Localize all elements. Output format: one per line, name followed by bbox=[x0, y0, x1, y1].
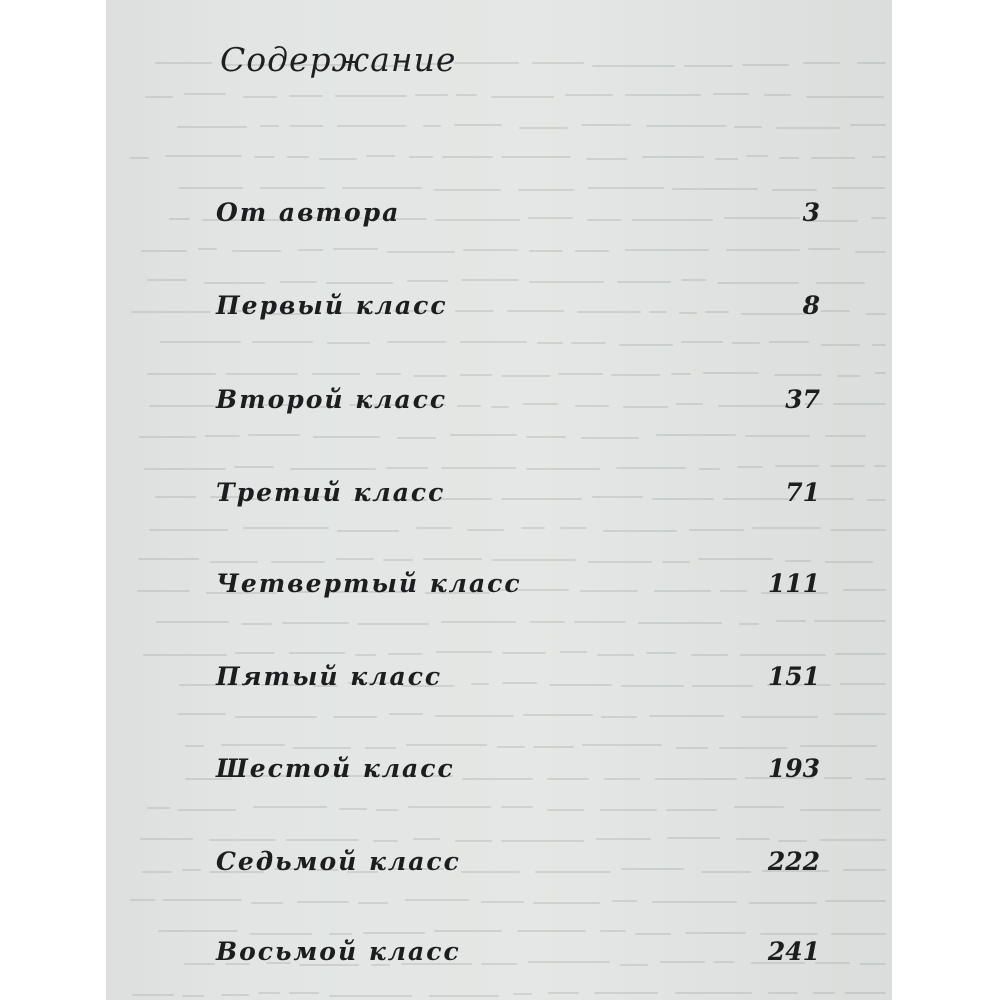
page-title: Содержание bbox=[220, 40, 457, 79]
toc-entry bbox=[216, 569, 820, 613]
toc-entry-page: 151 bbox=[767, 662, 820, 691]
toc-entry bbox=[216, 662, 820, 706]
toc-entry-page: 111 bbox=[767, 569, 820, 598]
toc-entry-label: Пятый класс bbox=[216, 662, 443, 691]
toc-entry-label: Второй класс bbox=[216, 385, 448, 414]
toc-entry-label: От автора bbox=[216, 198, 401, 227]
toc-entry-page: 241 bbox=[767, 937, 820, 966]
toc-entry bbox=[216, 291, 820, 335]
toc-entry-page: 71 bbox=[785, 478, 820, 507]
toc-entry-label: Четвертый класс bbox=[216, 569, 522, 598]
toc-entry-label: Третий класс bbox=[216, 478, 446, 507]
toc-entry bbox=[216, 847, 820, 891]
toc-entry-label: Первый класс bbox=[216, 291, 448, 320]
toc-entry bbox=[216, 385, 820, 429]
table-of-contents bbox=[106, 0, 892, 1000]
toc-entry-page: 193 bbox=[767, 754, 820, 783]
toc-entry-label: Восьмой класс bbox=[216, 937, 461, 966]
toc-entry bbox=[216, 937, 820, 981]
toc-entry-label: Седьмой класс bbox=[216, 847, 461, 876]
toc-entry-page: 37 bbox=[785, 385, 820, 414]
toc-entry-label: Шестой класс bbox=[216, 754, 455, 783]
toc-entry-page: 8 bbox=[802, 291, 820, 320]
toc-entry-page: 3 bbox=[802, 198, 820, 227]
toc-entry-page: 222 bbox=[767, 847, 820, 876]
toc-entry bbox=[216, 478, 820, 522]
toc-entry bbox=[216, 198, 820, 242]
toc-entry bbox=[216, 754, 820, 798]
book-page bbox=[106, 0, 892, 1000]
